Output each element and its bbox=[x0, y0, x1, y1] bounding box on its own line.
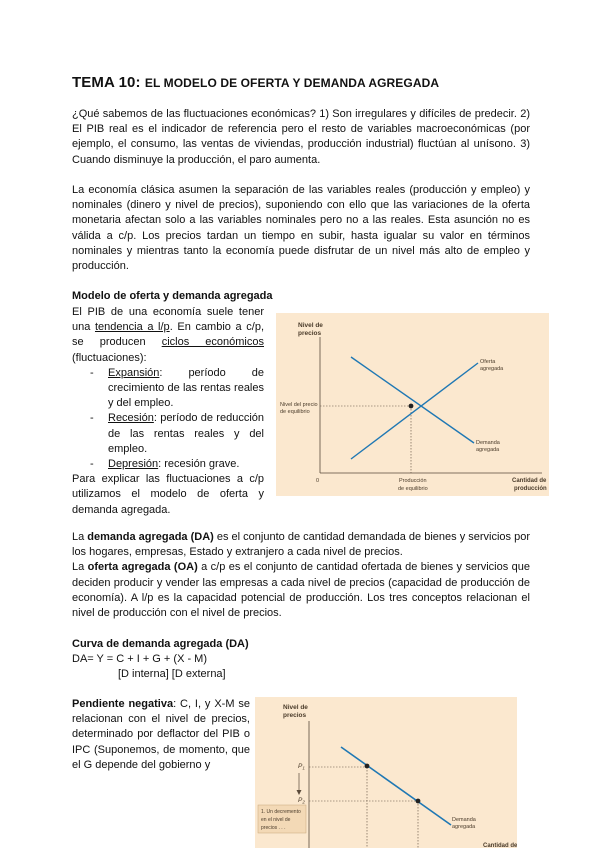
demand-formula bbox=[72, 652, 226, 682]
paragraph-classical-economy bbox=[72, 183, 530, 274]
definition-term: oferta agregada (OA) bbox=[87, 561, 198, 574]
model-intro bbox=[72, 305, 264, 366]
list-item-text: : período de crecimiento de las rentas reales y del empleo. bbox=[108, 366, 264, 410]
chart2-ylabel-1: Nivel de bbox=[283, 704, 308, 711]
chart2-demand-label-2: agregada bbox=[452, 824, 476, 830]
paragraph-text: ¿Qué sabemos de las fluctuaciones económicas? 1) Son irregulares y difíciles de predecir. 2) El PIB real es el indicador de referencia pero el resto de variables macroeconómicas (por ejemplo, el consumo, las ventas de viviendas, producción industrial) fluctúan al unísono. 3) Cuando disminuye la producción, el paro aumenta. bbox=[72, 108, 530, 166]
list-item-term: Depresión bbox=[108, 458, 159, 471]
slope-text bbox=[72, 697, 250, 773]
formula-line: DA= Y = C + I + G + (X - M) bbox=[72, 653, 208, 665]
section-model-text bbox=[72, 305, 264, 518]
eq-price-label-2: de equilibrio bbox=[280, 409, 310, 415]
slope-term: Pendiente negativa bbox=[72, 698, 174, 710]
p1-label bbox=[298, 763, 305, 771]
demand-curve-line bbox=[341, 747, 451, 825]
definition-da bbox=[72, 530, 530, 560]
p2-subscript: 2 bbox=[302, 799, 305, 805]
section-heading-demand-curve: Curva de demanda agregada (DA) bbox=[72, 638, 249, 650]
chart1-xlabel-1: Cantidad de bbox=[512, 478, 547, 484]
note-line-2: en el nivel de bbox=[261, 817, 291, 823]
point-p2 bbox=[416, 799, 421, 804]
aggregate-demand-svg bbox=[255, 697, 517, 848]
paragraph-fluctuations bbox=[72, 107, 530, 168]
chart2-demand-label-1: Demanda bbox=[452, 817, 476, 823]
demand-label-1: Demanda bbox=[476, 440, 500, 446]
eq-quantity-label-1: Producción bbox=[399, 478, 427, 484]
definition-oa bbox=[72, 560, 530, 621]
supply-label-1: Oferta bbox=[480, 359, 496, 365]
chart1-ylabel-1: Nivel de bbox=[298, 322, 323, 329]
supply-label-2: agregada bbox=[480, 366, 504, 372]
arrow-down-icon bbox=[297, 790, 302, 795]
equilibrium-point bbox=[409, 404, 414, 409]
p2-letter: P bbox=[298, 797, 303, 804]
list-item-text: : recesión grave. bbox=[158, 458, 240, 471]
intro-underlined-term: ciclos económicos bbox=[161, 336, 264, 349]
definitions-paragraph bbox=[72, 530, 530, 621]
list-item bbox=[72, 366, 264, 412]
chart2-ylabel-2: precios bbox=[283, 712, 307, 719]
note-line-3: precios . . . bbox=[261, 825, 286, 831]
list-item-term: Recesión bbox=[108, 412, 154, 425]
supply-demand-chart bbox=[276, 313, 549, 496]
intro-text: El PIB de una economía suele tener una bbox=[72, 306, 264, 334]
note-line-1: 1. Un decremento bbox=[261, 809, 301, 815]
p1-letter: P bbox=[298, 763, 303, 770]
list-item bbox=[72, 457, 264, 472]
intro-underlined-term: tendencia a l/p bbox=[94, 321, 170, 334]
list-item-text: : período de reducción de las rentas reales y del empleo. bbox=[108, 412, 264, 455]
demand-label-2: agregada bbox=[476, 447, 500, 453]
intro-text: . En cambio a c/p, se producen bbox=[72, 321, 264, 349]
title-main: TEMA 10: bbox=[72, 74, 141, 91]
definition-text: La bbox=[72, 561, 88, 574]
definition-text: es el conjunto de cantidad demandada de bienes y servicios por los hogares, empresas, Estado y extranjero a cada nivel de precios. bbox=[72, 531, 530, 559]
p1-subscript: 1 bbox=[302, 765, 305, 771]
p2-label bbox=[298, 797, 305, 805]
list-item-term: Expansión bbox=[108, 366, 160, 379]
cycle-phases-list bbox=[72, 366, 264, 472]
paragraph-text: La economía clásica asumen la separación de las variables reales (producción y empleo) y nominales (dinero y nivel de precios), suponiendo con ello que las variaciones de la oferta monetaria afectan solo a las variables nominales pero no a las reales. Esta asunción no es válida a c/p. Los precios tardan un tiempo en subir, hasta igualar su valor en términos nominales y mientras tanto la economía puede disfrutar de un nivel más alto de empleo y producción. bbox=[72, 184, 530, 273]
model-closing: Para explicar las fluctuaciones a c/p utilizamos el modelo de oferta y demanda agregada. bbox=[72, 473, 264, 516]
aggregate-demand-chart bbox=[255, 697, 517, 848]
intro-text: (fluctuaciones): bbox=[72, 351, 147, 364]
chart1-ylabel-2: precios bbox=[298, 330, 322, 337]
chart1-origin: 0 bbox=[316, 478, 320, 484]
aggregate-demand-line bbox=[351, 357, 474, 443]
definition-text: La bbox=[72, 531, 88, 543]
supply-demand-svg bbox=[276, 313, 549, 496]
eq-quantity-label-2: de equilibrio bbox=[398, 486, 428, 492]
aggregate-supply-line bbox=[351, 363, 478, 459]
slope-description: : C, I, y X-M se relacionan con el nivel de precios, determinado por deflactor del PIB o IPC (Suponemos, de momento, que el G depende del gobierno y bbox=[72, 698, 250, 771]
eq-price-label-1: Nivel del precio bbox=[280, 402, 318, 408]
title-sub: EL MODELO DE OFERTA Y DEMANDA AGREGADA bbox=[144, 76, 440, 90]
chart2-xlabel-1: Cantidad de bbox=[483, 843, 517, 848]
list-item bbox=[72, 411, 264, 457]
definition-term: demanda agregada (DA) bbox=[87, 531, 214, 543]
chart1-xlabel-2: producción bbox=[514, 486, 547, 492]
point-p1 bbox=[365, 764, 370, 769]
page-title bbox=[72, 74, 439, 91]
section-heading-model: Modelo de oferta y demanda agregada bbox=[72, 290, 273, 302]
formula-annotation: [D interna] [D externa] bbox=[118, 668, 226, 680]
definition-text: a c/p es el conjunto de cantidad ofertada de bienes y servicios que deciden producir y vender las empresas a cada nivel de precios (capacidad de producción de economía). A l/p es la capacidad potencial de producción. Los tres conceptos relacionan el nivel de producción con el nivel de precios. bbox=[72, 561, 530, 620]
